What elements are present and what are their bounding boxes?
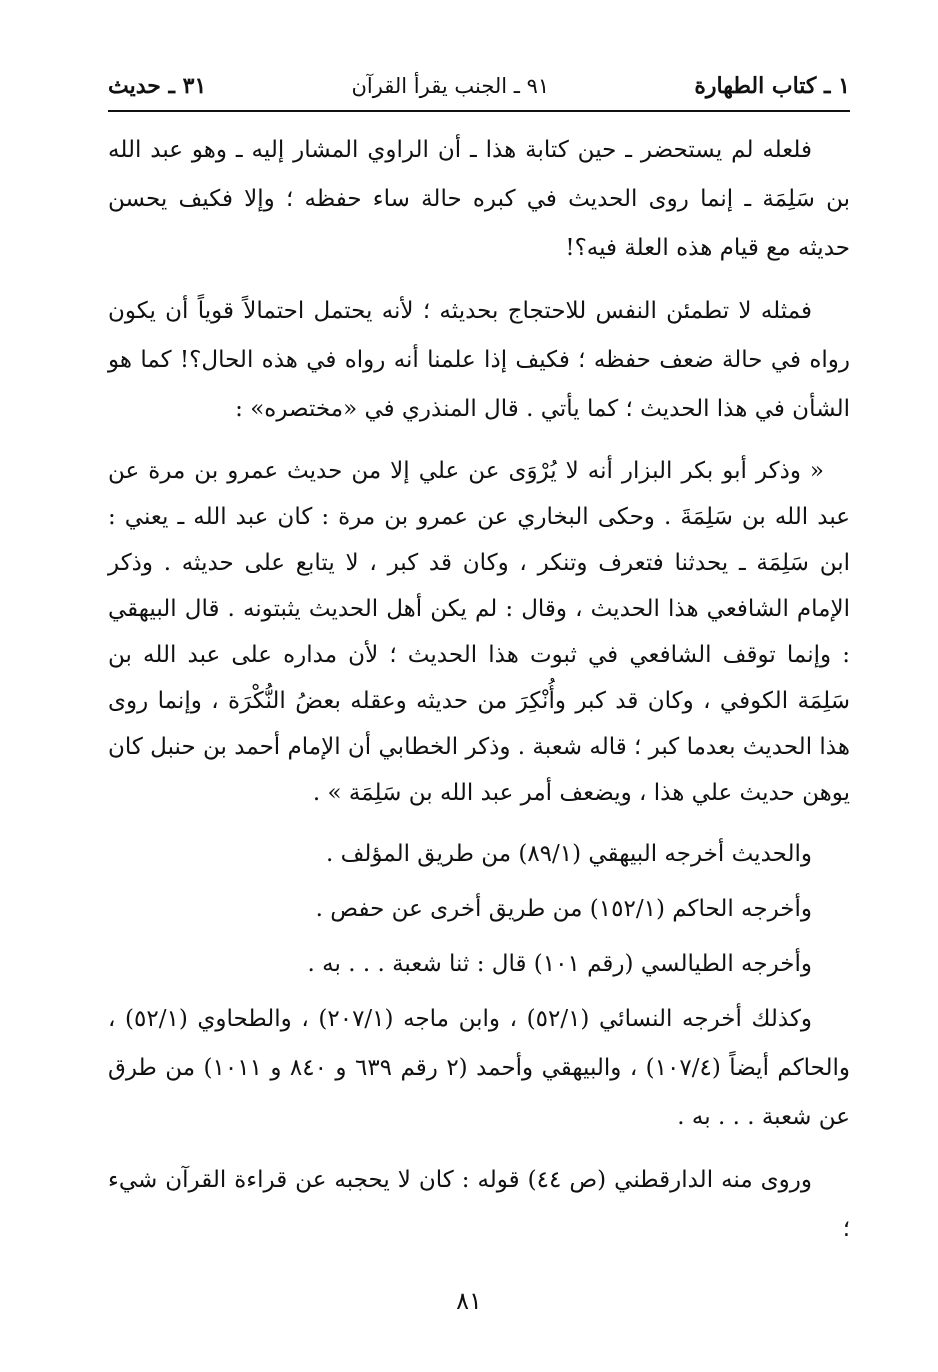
- paragraph-1: فلعله لم يستحضر ـ حين كتابة هذا ـ أن الراوي المشار إليه ـ وهو عبد الله بن سَلِمَة ـ إنما روى الحديث في كبره حالة ساء حفظه ؛ وإلا فكيف يحسن حديثه مع قيام هذه العلة فيه؟!: [108, 137, 850, 261]
- paragraph-2: فمثله لا تطمئن النفس للاحتجاج بحديثه ؛ لأنه يحتمل احتمالاً قوياً أن يكون رواه في حالة ضعف حفظه ؛ فكيف إذا علمنا أنه رواه في هذه الحال؟! كما هو الشأن في هذا الحديث ؛ كما يأتي . قال المنذري في «مختصره» :: [108, 298, 850, 422]
- takhrij-others: وكذلك أخرجه النسائي (٥٢/١) ، وابن ماجه (٢٠٧/١) ، والطحاوي (٥٢/١) ، والحاكم أيضاً (١٠٧/٤) ، والبيهقي وأحمد (٢ رقم ٦٣٩ و ٨٤٠ و ١٠١١) من طرق عن شعبة . . . به .: [108, 1006, 851, 1130]
- page-body: [108, 126, 850, 1268]
- page-number: ٨١: [456, 1287, 482, 1315]
- section-title: ٩١ ـ الجنب يقرأ القرآن: [351, 74, 550, 98]
- quote-mundhiri: « وذكر أبو بكر البزار أنه لا يُرْوَى عن علي إلا من حديث عمرو بن مرة عن عبد الله بن سَلِمَةَ . وحكى البخاري عن عمرو بن مرة : كان عبد الله ـ يعني : ابن سَلِمَة ـ يحدثنا فتعرف وتنكر ، وكان قد كبر ، لا يتابع على حديثه . وذكر الإمام الشافعي هذا الحديث ، وقال : لم يكن أهل الحديث يثبتونه . قال البيهقي : وإنما توقف الشافعي في ثبوت هذا الحديث ؛ لأن مداره على عبد الله بن سَلِمَة الكوفي ، وكان قد كبر وأُنْكِرَ من حديثه وعقله بعضُ النُّكْرَة ، وإنما روى هذا الحديث بعدما كبر ؛ قاله شعبة . وذكر الخطابي أن الإمام أحمد بن حنبل كان يوهن حديث علي هذا ، ويضعف أمر عبد الله بن سَلِمَة » .: [108, 458, 850, 806]
- running-header: [108, 66, 850, 106]
- takhrij-bayhaqi: والحديث أخرجه البيهقي (٨٩/١) من طريق المؤلف .: [325, 841, 812, 867]
- hadith-number: ٣١ ـ حديث: [108, 73, 207, 99]
- chapter-title: ١ ـ كتاب الطهارة: [694, 73, 850, 99]
- paragraph-daraqutni: وروى منه الدارقطني (ص ٤٤) قوله : كان لا يحجبه عن قراءة القرآن شيء ؛: [108, 1167, 850, 1242]
- header-rule: [108, 110, 850, 112]
- takhrij-tayalisi: وأخرجه الطيالسي (رقم ١٠١) قال : ثنا شعبة . . . به .: [307, 951, 812, 977]
- takhrij-hakim: وأخرجه الحاكم (١٥٢/١) من طريق أخرى عن حفص .: [315, 896, 812, 922]
